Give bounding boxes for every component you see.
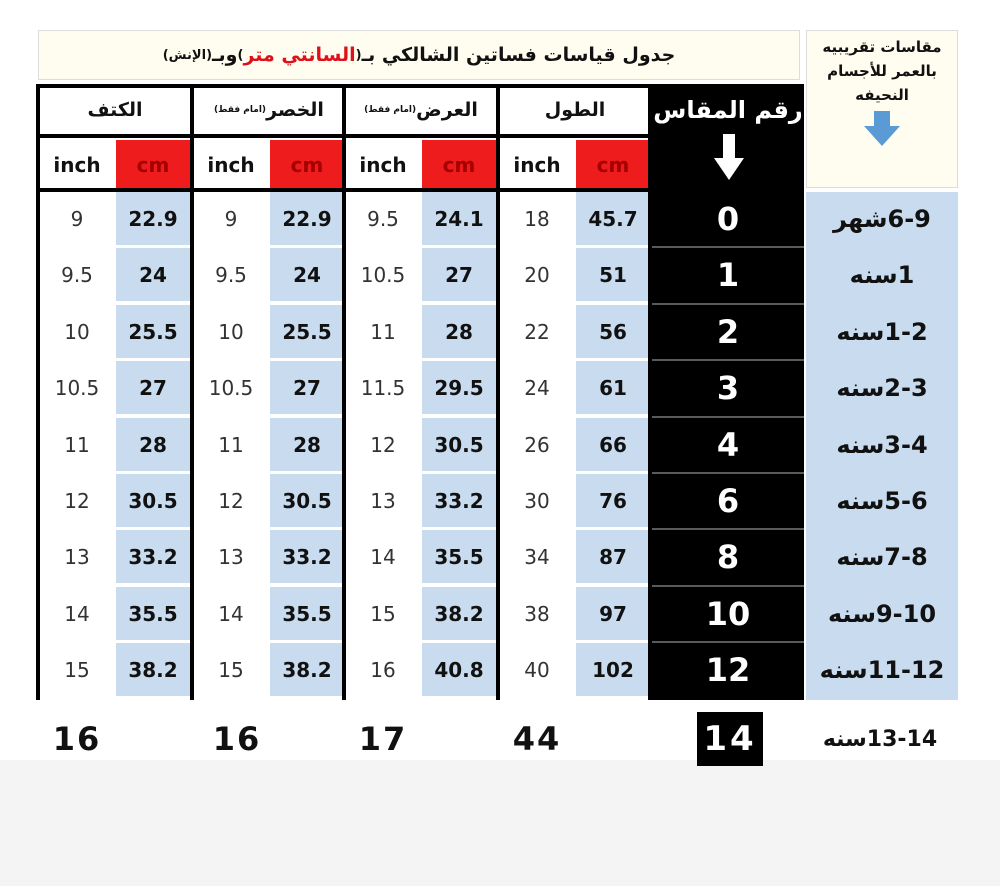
cell-shoulder-cm: 28 [116,418,190,471]
size-number: 10 [705,594,751,633]
down-arrow-icon [862,111,902,147]
grid-line [496,84,500,700]
cell-width-cm: 40.8 [422,643,496,696]
age-label: 11-12سنه [819,655,945,684]
age-label: 1-2سنه [836,317,928,346]
cell-shoulder-inch: 12 [40,474,114,527]
cell-waist-inch: 15 [194,643,268,696]
cell-length-cm: 97 [576,587,650,640]
age-note-line2: بالعمر للأجسام [827,62,937,80]
cell-width-cm: 30.5 [422,418,496,471]
cell-waist-cm: 35.5 [270,587,344,640]
cell-shoulder-inch: 9.5 [40,248,114,301]
cell-length-inch: 22 [500,305,574,358]
cell-shoulder-inch: 10.5 [40,361,114,414]
cell-length-inch: 26 [500,418,574,471]
header-size: رقم المقاس [653,96,803,124]
cell-shoulder-cm: 33.2 [116,530,190,583]
cell-shoulder-cm: 25.5 [116,305,190,358]
cell-waist-inch: 13 [194,530,268,583]
chart-title [38,30,800,80]
title-prefix: جدول قياسات فساتين الشالكي بـ [361,44,676,66]
last-row-width: 17 [358,720,408,758]
cell-width-cm: 27 [422,248,496,301]
cell-width-inch: 14 [346,530,420,583]
unit-cm-shoulder: cm [116,140,190,190]
cell-width-inch: 16 [346,643,420,696]
row-divider [652,641,804,643]
cell-waist-inch: 11 [194,418,268,471]
cell-waist-inch: 12 [194,474,268,527]
size-number: 0 [716,199,740,238]
cell-length-inch: 40 [500,643,574,696]
cell-width-inch: 15 [346,587,420,640]
header-width: العرض (امام فقط) [346,84,496,136]
age-label: 5-6سنه [836,486,928,515]
cell-length-inch: 20 [500,248,574,301]
page-footer-area [0,760,1000,886]
size-number: 3 [716,368,740,407]
size-number: 2 [716,312,740,351]
cell-width-inch: 13 [346,474,420,527]
cell-waist-cm: 24 [270,248,344,301]
row-divider [652,416,804,418]
age-label: 1سنه [849,260,915,289]
cell-waist-cm: 30.5 [270,474,344,527]
cell-length-inch: 34 [500,530,574,583]
title-close-paren: ) [237,47,244,63]
last-row-size: 14 [697,712,763,766]
title-open-paren: ( [355,47,362,63]
cell-length-inch: 18 [500,192,574,245]
title-middle: وبـ [212,44,238,66]
cell-shoulder-cm: 38.2 [116,643,190,696]
title-inch-close: ) [162,47,169,63]
cell-width-cm: 38.2 [422,587,496,640]
row-divider [652,472,804,474]
row-divider [652,359,804,361]
cell-length-cm: 76 [576,474,650,527]
cell-waist-inch: 10.5 [194,361,268,414]
row-divider [652,528,804,530]
grid-line [36,84,40,700]
cell-waist-inch: 9.5 [194,248,268,301]
cell-width-cm: 29.5 [422,361,496,414]
cell-shoulder-inch: 15 [40,643,114,696]
cell-waist-cm: 38.2 [270,643,344,696]
cell-length-cm: 56 [576,305,650,358]
last-row-waist: 16 [212,720,262,758]
cell-width-cm: 33.2 [422,474,496,527]
row-divider [652,303,804,305]
grid-line [648,84,652,700]
cell-shoulder-cm: 35.5 [116,587,190,640]
title-inch: الإنش [168,47,207,63]
cell-width-cm: 24.1 [422,192,496,245]
cell-waist-cm: 33.2 [270,530,344,583]
header-shoulder: الكتف [40,84,190,136]
size-number: 1 [716,255,740,294]
cell-width-inch: 9.5 [346,192,420,245]
age-note [806,30,958,188]
cell-width-inch: 12 [346,418,420,471]
cell-width-inch: 11.5 [346,361,420,414]
cell-shoulder-cm: 27 [116,361,190,414]
age-note-line3: النحيفه [855,86,909,104]
cell-length-cm: 87 [576,530,650,583]
size-number: 4 [716,425,740,464]
cell-shoulder-cm: 22.9 [116,192,190,245]
cell-length-cm: 61 [576,361,650,414]
cell-waist-cm: 25.5 [270,305,344,358]
cell-length-inch: 30 [500,474,574,527]
cell-width-cm: 28 [422,305,496,358]
cell-waist-inch: 10 [194,305,268,358]
unit-inch-waist: inch [194,140,268,190]
cell-shoulder-inch: 10 [40,305,114,358]
grid-line [190,84,194,700]
unit-cm-width: cm [422,140,496,190]
size-number: 8 [716,537,740,576]
row-divider [652,585,804,587]
cell-length-cm: 66 [576,418,650,471]
cell-waist-cm: 28 [270,418,344,471]
unit-cm-length: cm [576,140,650,190]
cell-length-cm: 45.7 [576,192,650,245]
age-label: 9-10سنه [828,599,937,628]
cell-waist-cm: 27 [270,361,344,414]
title-highlight: السانتي متر [243,44,356,66]
age-label: 7-8سنه [836,542,928,571]
cell-shoulder-inch: 14 [40,587,114,640]
cell-length-inch: 38 [500,587,574,640]
cell-shoulder-inch: 11 [40,418,114,471]
cell-length-cm: 102 [576,643,650,696]
title-inch-open: ( [206,47,213,63]
last-row-length: 44 [512,720,562,758]
cell-shoulder-cm: 30.5 [116,474,190,527]
cell-shoulder-inch: 13 [40,530,114,583]
size-number: 6 [716,481,740,520]
unit-inch-shoulder: inch [40,140,114,190]
age-label: 2-3سنه [836,373,928,402]
age-label: 6-9شهر [833,204,931,233]
cell-shoulder-inch: 9 [40,192,114,245]
age-note-line1: مقاسات تقريبيه [822,38,942,56]
row-divider [652,246,804,248]
age-label: 3-4سنه [836,430,928,459]
last-row-age: 13-14سنه [822,726,938,752]
unit-inch-length: inch [500,140,574,190]
cell-waist-inch: 14 [194,587,268,640]
size-number: 12 [705,650,751,689]
unit-inch-width: inch [346,140,420,190]
cell-length-inch: 24 [500,361,574,414]
cell-waist-cm: 22.9 [270,192,344,245]
cell-waist-inch: 9 [194,192,268,245]
cell-width-cm: 35.5 [422,530,496,583]
cell-shoulder-cm: 24 [116,248,190,301]
last-row-shoulder: 16 [52,720,102,758]
down-arrow-icon [714,134,744,182]
header-waist: الخصر (امام فقط) [194,84,344,136]
cell-width-inch: 11 [346,305,420,358]
header-length: الطول [500,84,650,136]
cell-width-inch: 10.5 [346,248,420,301]
cell-length-cm: 51 [576,248,650,301]
unit-cm-waist: cm [270,140,344,190]
grid-line [342,84,346,700]
